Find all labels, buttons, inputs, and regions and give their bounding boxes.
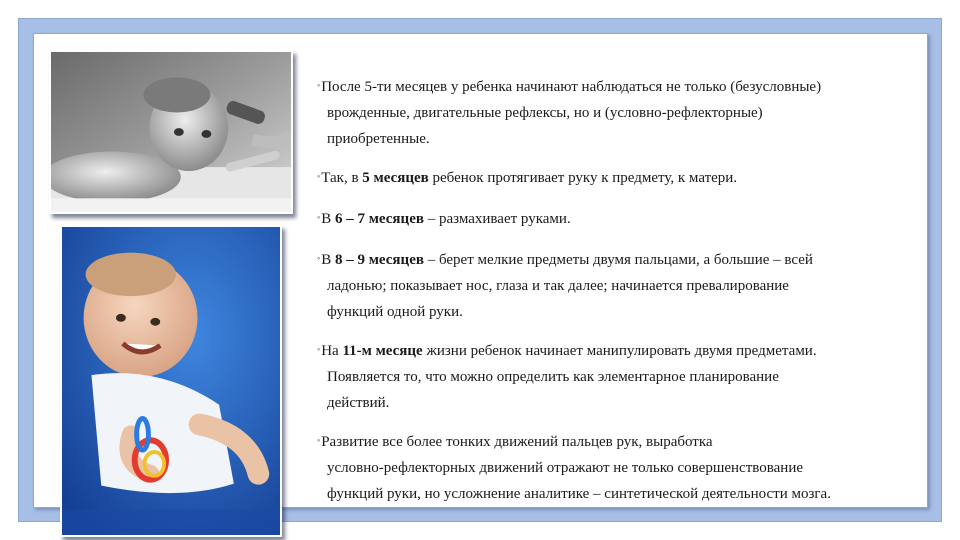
age-highlight: 6 – 7 месяцев <box>334 211 424 227</box>
text: – размахивает руками. <box>423 211 571 227</box>
bullet-icon: ◦ <box>317 80 321 90</box>
content-panel <box>33 33 928 508</box>
bullet-icon: ◦ <box>317 253 321 263</box>
line: действий. <box>327 395 390 411</box>
line: функций руки, но усложнение аналитике – синтетической деятельности мозга. <box>327 486 831 502</box>
bullet-icon: ◦ <box>317 435 321 445</box>
text: В <box>321 252 335 268</box>
line: врожденные, двигательные рефлексы, но и (условно-рефлекторные) <box>327 105 763 121</box>
paragraph-6-7-months <box>317 204 960 232</box>
baby-reaching-photo <box>49 50 293 214</box>
paragraph-fine-motor <box>317 427 960 507</box>
age-highlight: 8 – 9 месяцев <box>334 252 424 268</box>
age-highlight: 11-м месяце <box>342 343 423 359</box>
text: ребенок протягивает руку к предмету, к матери. <box>428 170 738 186</box>
line: Появляется то, что можно определить как элементарное планирование <box>327 369 779 385</box>
line: ладонью; показывает нос, глаза и так далее; начинается превалирование <box>327 278 789 294</box>
text-column <box>317 72 960 518</box>
crawling-baby-photo <box>60 225 282 537</box>
text: жизни ребенок начинает манипулировать двумя предметами. <box>422 343 817 359</box>
slide-frame <box>18 18 942 522</box>
age-highlight: 5 месяцев <box>362 170 429 186</box>
bullet-icon: ◦ <box>317 344 321 354</box>
text: – берет мелкие предметы двумя пальцами, а большие – всей <box>423 252 813 268</box>
text: Так, в <box>321 170 363 186</box>
bullet-icon: ◦ <box>317 171 321 181</box>
line: функций одной руки. <box>327 304 463 320</box>
paragraph-5-months <box>317 163 960 191</box>
text: На <box>321 343 343 359</box>
paragraph-after-5-months <box>317 72 960 152</box>
paragraph-11-months <box>317 336 960 416</box>
line: приобретенные. <box>327 131 430 147</box>
line: Развитие все более тонких движений пальцев рук, выработка <box>321 434 713 450</box>
line: условно-рефлекторных движений отражают не только совершенствование <box>327 460 804 476</box>
text: В <box>321 211 335 227</box>
bullet-icon: ◦ <box>317 212 321 222</box>
paragraph-8-9-months <box>317 245 960 325</box>
line: После 5-ти месяцев у ребенка начинают наблюдаться не только (безусловные) <box>321 79 822 95</box>
